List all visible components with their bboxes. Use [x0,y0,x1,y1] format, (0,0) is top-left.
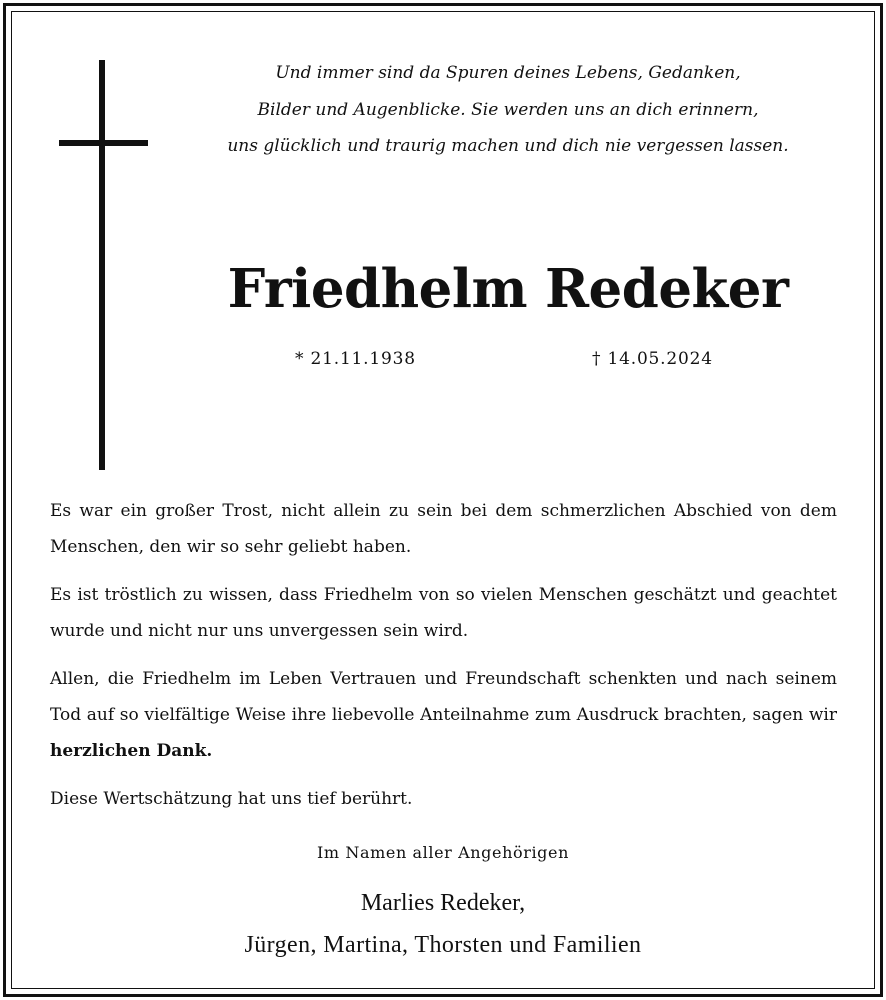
paragraph: Es war ein großer Trost, nicht allein zu sein bei dem schmerzlichen Abschied von dem Menschen, den wir so sehr geliebt haben. [50,501,837,557]
paragraph-text: Allen, die Friedhelm im Leben Vertrauen und Freundschaft schenkten und nach seinem Tod auf so vielfältige Weise ihre liebevolle Anteilnahme zum Ausdruck brachten, sagen wir [50,669,837,725]
paragraph [50,661,837,769]
memorial-quote [180,55,836,165]
paragraph-bold-text: herzlichen Dank. [50,741,213,761]
cross-vertical-bar [99,60,105,470]
signature-line: Jürgen, Martina, Thorsten und Familien [244,932,642,958]
quote-line: uns glücklich und traurig machen und dich nie vergessen lassen. [227,136,789,156]
signature-line: Marlies Redeker, [360,890,526,916]
quote-line: Bilder und Augenblicke. Sie werden uns an dich erinnern, [257,99,759,120]
cross-horizontal-bar [59,140,148,146]
thank-you-text [50,493,837,817]
paragraph: Es ist tröstlich zu wissen, dass Friedhelm von so vielen Menschen geschätzt und geachtet wurde und nicht nur uns unvergessen sein wird. [50,585,837,641]
deceased-name: Friedhelm Redeker [227,258,789,320]
paragraph: Diese Wertschätzung hat uns tief berührt. [50,789,413,809]
quote-line: Und immer sind da Spuren deines Lebens, Gedanken, [275,63,741,83]
birth-date: * 21.11.1938 [295,349,416,369]
death-date: † 14.05.2024 [592,349,713,369]
on-behalf-line: Im Namen aller Angehörigen [316,843,569,862]
